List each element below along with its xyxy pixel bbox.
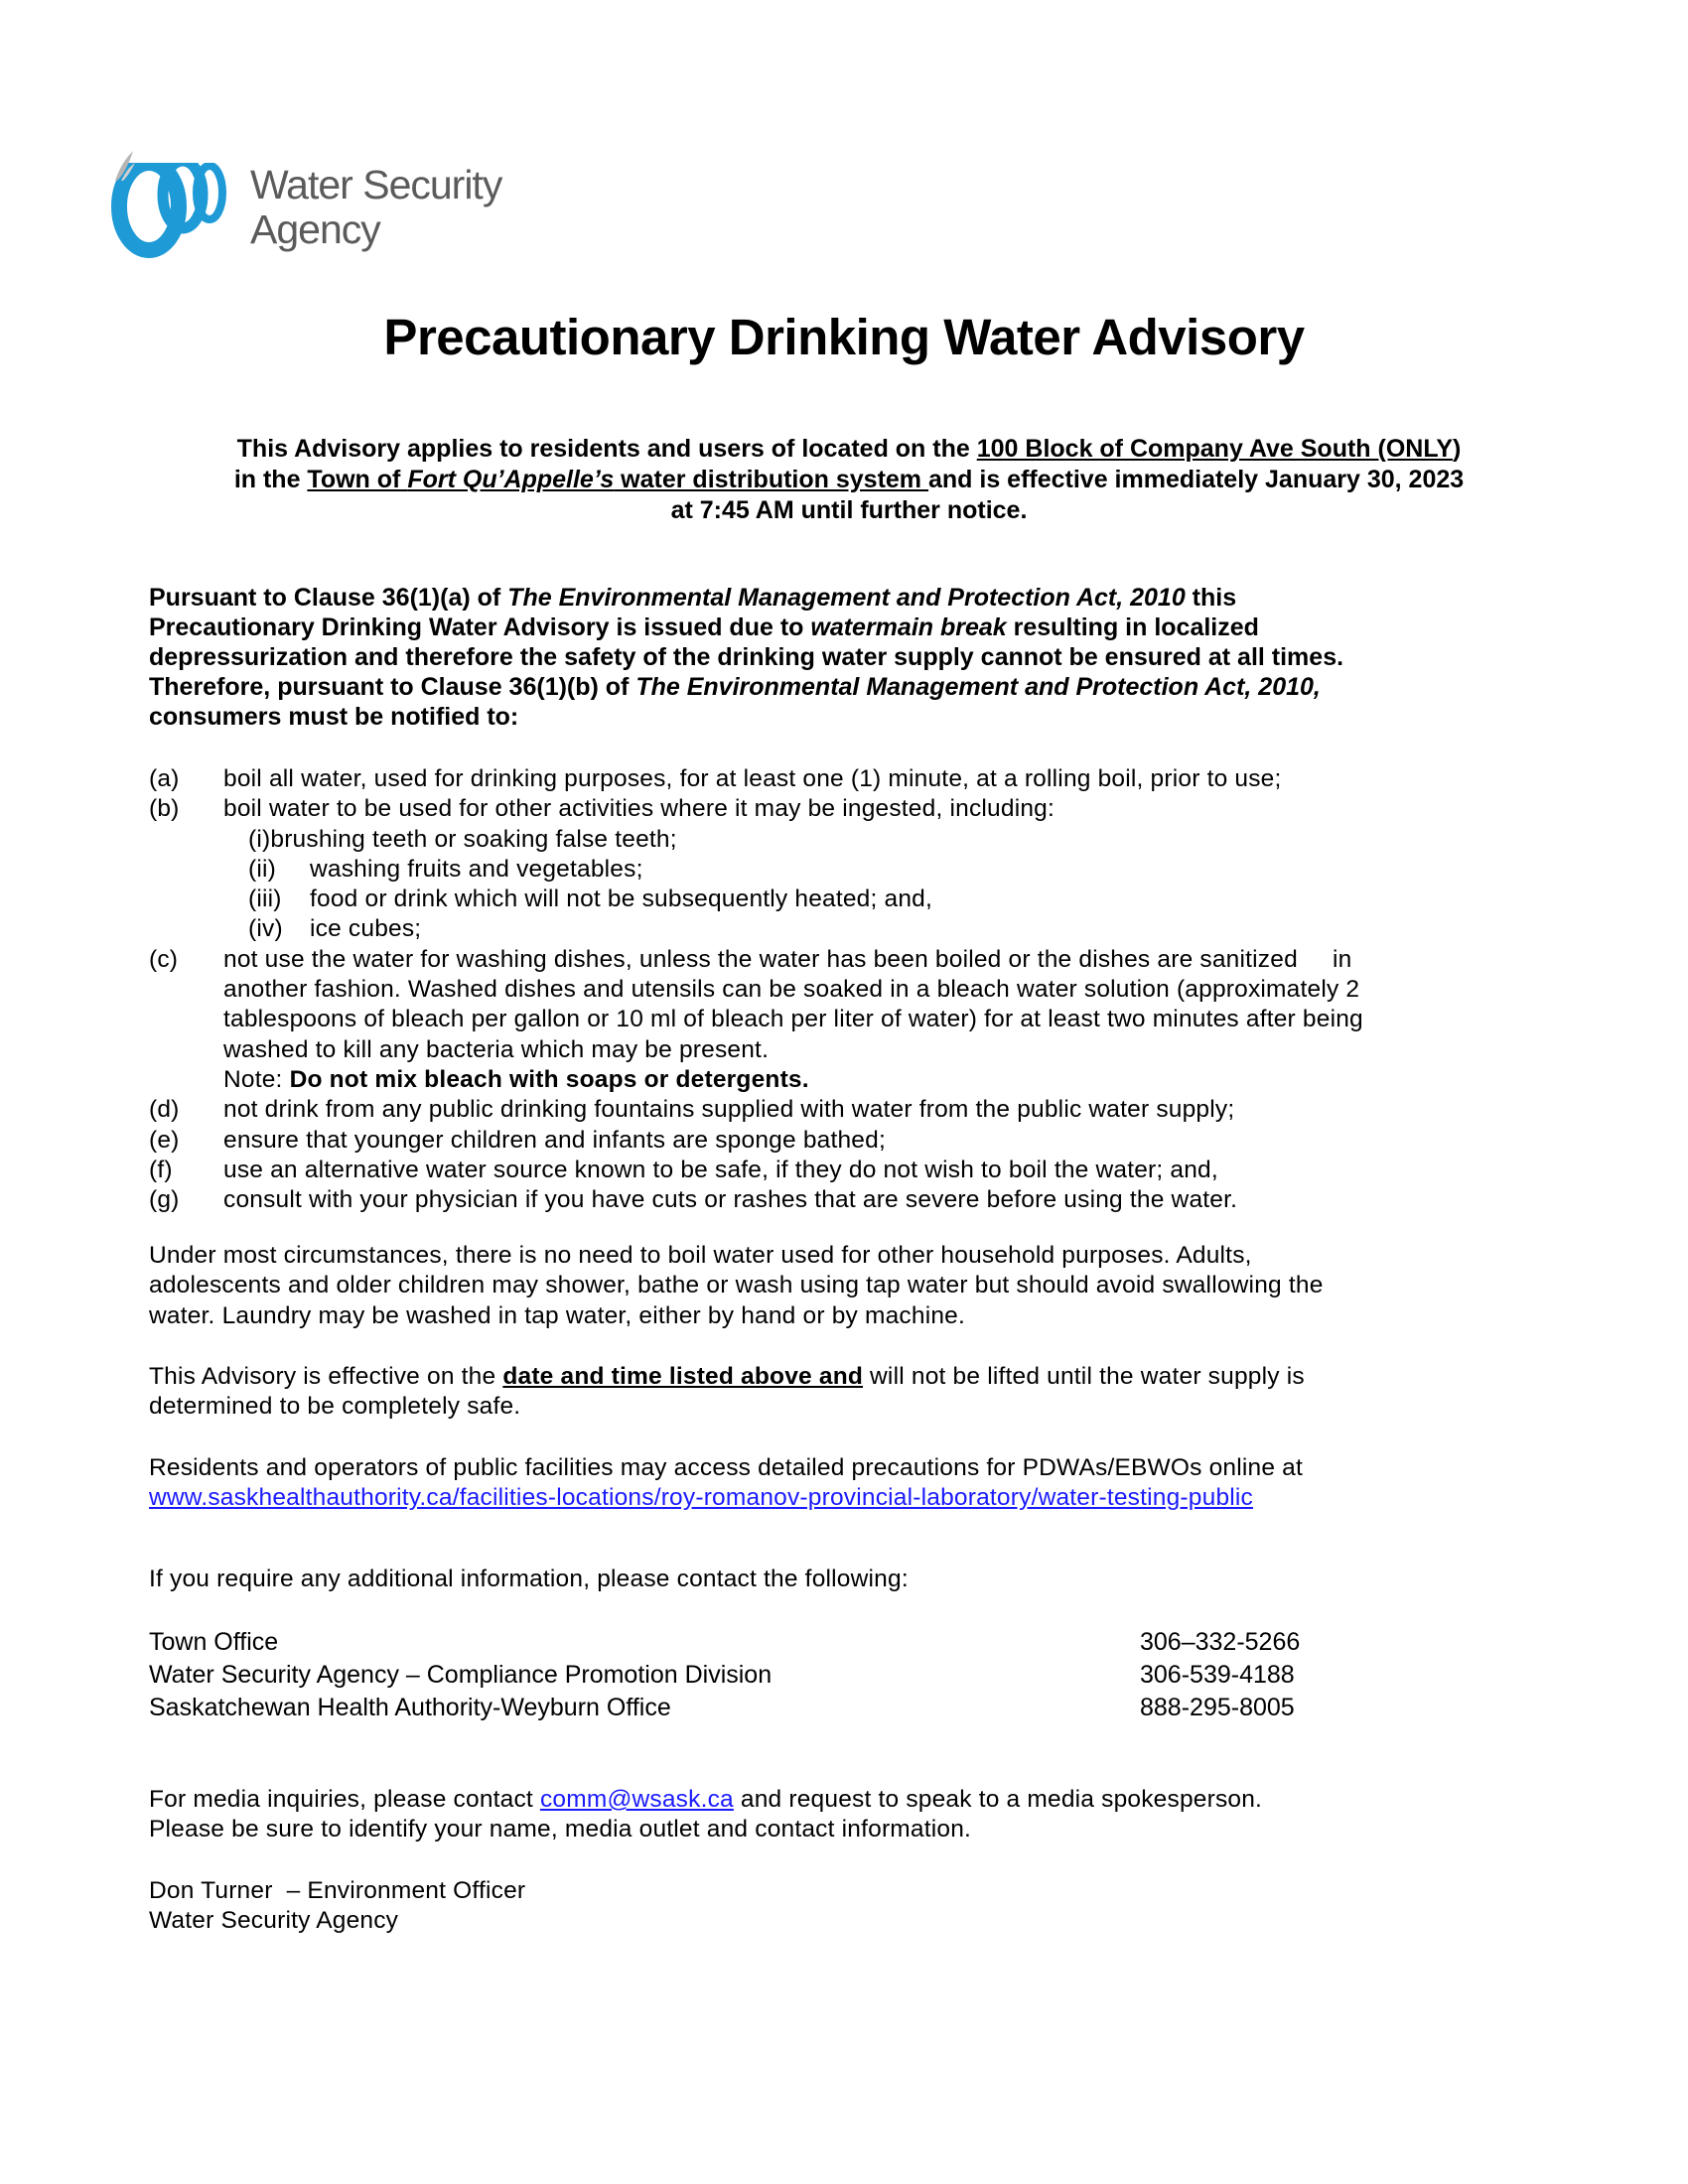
- item-label: (e): [149, 1126, 180, 1154]
- signatory-organization: Water Security Agency: [149, 1907, 399, 1935]
- paragraph-line: adolescents and older children may shower, bathe or wash using tap water but should avoid swallowing the: [149, 1272, 1324, 1299]
- item-c-line-4: washed to kill any bacteria which may be present.: [223, 1035, 770, 1063]
- contact-name: Saskatchewan Health Authority-Weyburn Office: [149, 1694, 671, 1721]
- page-title: Precautionary Drinking Water Advisory: [383, 309, 1305, 365]
- contact-phone: 306-539-4188: [1140, 1661, 1295, 1689]
- legal-text: Pursuant to Clause 36(1)(a) of: [149, 584, 508, 612]
- sub-item-label: (i): [248, 825, 271, 853]
- item-c-line-3: tablespoons of bleach per gallon or 10 ml of bleach per liter of water) for at least two minutes after being: [223, 1006, 1363, 1033]
- contact-intro: If you require any additional information, please contact the following:: [149, 1566, 909, 1592]
- water-security-agency-logo: [111, 149, 528, 268]
- paragraph-line: determined to be completely safe.: [149, 1393, 521, 1421]
- household-use-paragraph: [149, 1241, 1519, 1331]
- item-label: (f): [149, 1156, 173, 1183]
- sub-item-ii: [149, 855, 1539, 885]
- sub-item-text: washing fruits and vegetables;: [310, 855, 643, 883]
- list-item-g: [149, 1185, 1539, 1215]
- cause-text: watermain break: [810, 614, 1007, 641]
- item-text: boil water to be used for other activities where it may be ingested, including:: [223, 795, 1055, 823]
- sub-item-i: [149, 825, 1539, 855]
- list-item-a: [149, 764, 1539, 794]
- contact-row: [149, 1626, 1390, 1659]
- precautions-link[interactable]: www.saskhealthauthority.ca/facilities-locations/roy-romanov-provincial-laboratory/water-testing-public: [149, 1484, 1254, 1512]
- effective-emphasis: date and time listed above and: [502, 1363, 864, 1390]
- act-name: The Environmental Management and Protection Act, 2010,: [635, 673, 1321, 701]
- legal-text: this: [1185, 584, 1237, 612]
- logo-line-2: Agency: [250, 206, 380, 252]
- list-item-d: [149, 1095, 1539, 1125]
- resources-paragraph: [149, 1453, 1519, 1514]
- legal-line-1: [149, 583, 1519, 613]
- note-label: Note:: [223, 1065, 290, 1093]
- system-prefix: Town of: [307, 466, 408, 493]
- sub-item-text: food or drink which will not be subsequently heated; and,: [310, 886, 933, 913]
- legal-line-5: consumers must be notified to:: [149, 703, 519, 731]
- item-label: (d): [149, 1096, 180, 1124]
- item-c-line-2: another fashion. Washed dishes and utensils can be soaked in a bleach water solution (approximately 2: [223, 976, 1360, 1004]
- contact-name: Water Security Agency – Compliance Promotion Division: [149, 1661, 773, 1689]
- item-text: consult with your physician if you have cuts or rashes that are severe before using the water.: [223, 1186, 1238, 1214]
- logo-line-1: Water Security: [250, 162, 502, 207]
- effective-date-text: and is effective immediately January 30, 2023: [927, 466, 1465, 493]
- contact-name: Town Office: [149, 1628, 279, 1656]
- act-name: The Environmental Management and Protection Act, 2010: [507, 584, 1186, 612]
- advisory-scope: [159, 434, 1539, 526]
- note-warning: Do not mix bleach with soaps or detergents.: [289, 1065, 809, 1093]
- town-name: Fort Qu’Appelle’s: [407, 466, 615, 493]
- item-c-line-1: not use the water for washing dishes, unless the water has been boiled or the dishes are sanitized in: [223, 945, 1352, 973]
- scope-in-the: in the: [233, 466, 308, 493]
- signature-block: [149, 1876, 1519, 1937]
- item-label: (g): [149, 1186, 180, 1214]
- paragraph-line: Please be sure to identify your name, media outlet and contact information.: [149, 1816, 972, 1843]
- legal-text: Precautionary Drinking Water Advisory is issued due to: [149, 614, 811, 641]
- media-text: For media inquiries, please contact: [149, 1786, 540, 1813]
- sub-item-iv: [149, 914, 1539, 944]
- item-text: ensure that younger children and infants are sponge bathed;: [223, 1126, 886, 1154]
- bleach-note: [223, 1065, 1539, 1095]
- sub-item-text: ice cubes;: [310, 915, 422, 943]
- legal-line-4: [149, 672, 1519, 702]
- item-label: (a): [149, 765, 180, 792]
- water-system-name: [307, 466, 928, 493]
- list-item-f: [149, 1156, 1539, 1185]
- scope-line-2: [159, 465, 1539, 495]
- signatory-name: Don Turner – Environment Officer: [149, 1877, 526, 1904]
- paragraph-line: water. Laundry may be washed in tap water, either by hand or by machine.: [149, 1301, 966, 1329]
- list-item-b: [149, 794, 1539, 824]
- scope-line-3: at 7:45 AM until further notice.: [670, 496, 1028, 524]
- list-item-e: [149, 1126, 1539, 1156]
- media-email-link[interactable]: comm@wsask.ca: [539, 1786, 734, 1813]
- sub-item-label: (iv): [248, 915, 283, 943]
- instructions-list: [149, 764, 1539, 1215]
- system-suffix: water distribution system: [614, 466, 928, 493]
- media-text: and request to speak to a media spokesperson.: [733, 1786, 1263, 1813]
- sub-item-label: (ii): [248, 855, 277, 883]
- legal-text: resulting in localized: [1006, 614, 1259, 641]
- scope-close-paren: ): [1453, 435, 1462, 463]
- contact-phone: 888-295-8005: [1140, 1694, 1295, 1721]
- paragraph-line: [149, 1362, 1519, 1392]
- logo-wordmark: [250, 163, 501, 252]
- media-paragraph: [149, 1785, 1519, 1845]
- item-label: (b): [149, 795, 180, 823]
- scope-text: This Advisory applies to residents and users of located on the: [236, 435, 977, 463]
- list-item-c: [149, 945, 1539, 1095]
- contact-phone: 306–332-5266: [1140, 1628, 1301, 1656]
- item-text: use an alternative water source known to be safe, if they do not wish to boil the water; and,: [223, 1156, 1218, 1183]
- wheat-leaf-icon: [111, 149, 137, 183]
- legal-text: Therefore, pursuant to Clause 36(1)(b) of: [149, 673, 636, 701]
- paragraph-line: Under most circumstances, there is no need to boil water used for other household purposes. Adults,: [149, 1242, 1252, 1269]
- scope-line-1: [159, 434, 1539, 465]
- effective-text: This Advisory is effective on the: [149, 1363, 503, 1390]
- contacts-table: [149, 1626, 1390, 1724]
- sub-item-iii: [149, 885, 1539, 914]
- legal-line-2: [149, 613, 1519, 642]
- contact-row: [149, 1659, 1390, 1692]
- legal-line-3: depressurization and therefore the safety of the drinking water supply cannot be ensured at all times.: [149, 643, 1344, 671]
- paragraph-line: [149, 1785, 1519, 1815]
- sub-item-label: (iii): [248, 886, 282, 913]
- contact-row: [149, 1692, 1390, 1724]
- effective-paragraph: [149, 1362, 1519, 1423]
- item-text: boil all water, used for drinking purposes, for at least one (1) minute, at a rolling boil, prior to use;: [223, 765, 1282, 792]
- location-text: 100 Block of Company Ave South (ONLY: [976, 435, 1453, 463]
- paragraph-line: Residents and operators of public facilities may access detailed precautions for PDWAs/EBWOs online at: [149, 1454, 1303, 1481]
- item-text: not drink from any public drinking fountains supplied with water from the public water supply;: [223, 1096, 1235, 1124]
- item-label: (c): [149, 945, 179, 973]
- sub-item-text: brushing teeth or soaking false teeth;: [270, 825, 677, 853]
- legal-basis: [149, 583, 1519, 732]
- effective-text: will not be lifted until the water supply is: [863, 1363, 1305, 1390]
